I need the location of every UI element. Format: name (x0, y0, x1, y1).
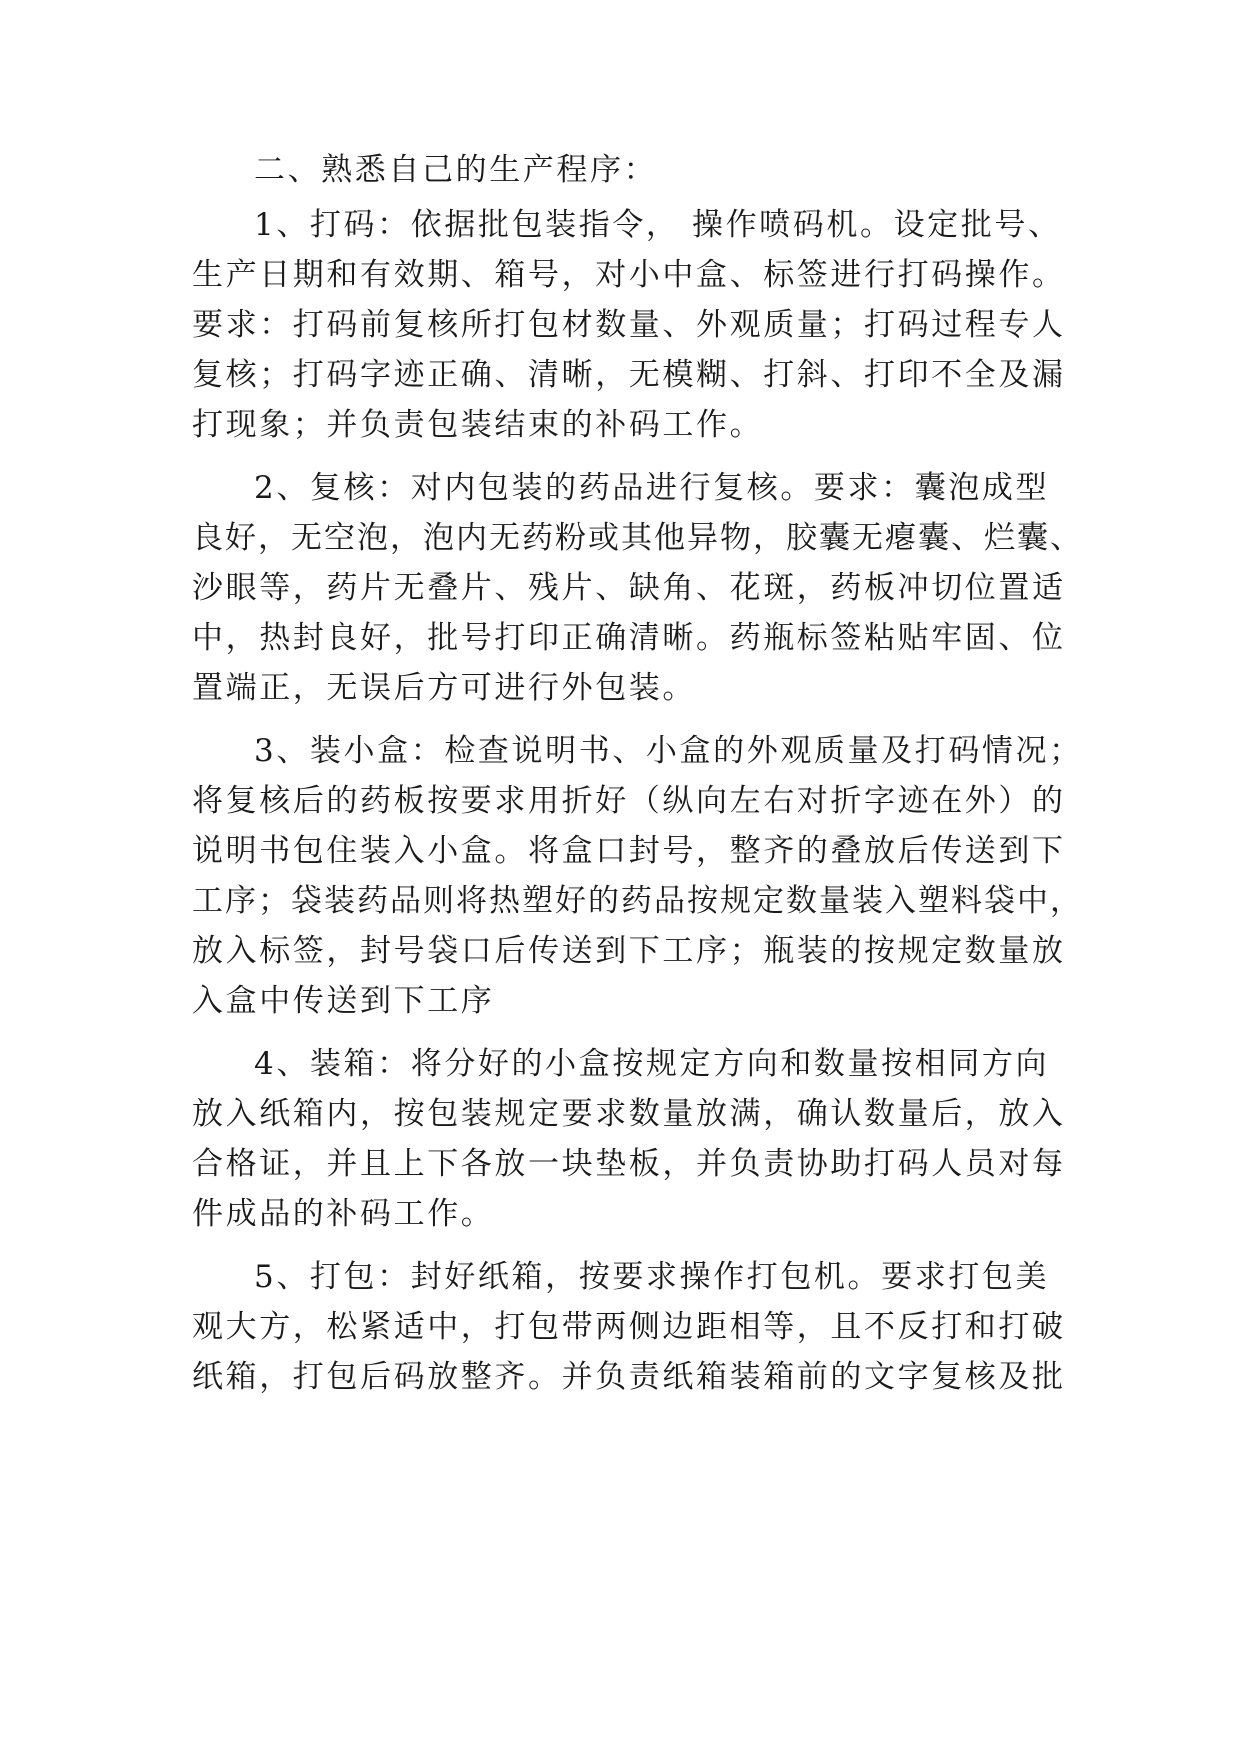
item-1-line-3: 要求：打码前复核所打包材数量、外观质量；打码过程专人 (192, 307, 1066, 343)
item-4-line-2: 放入纸箱内，按包装规定要求数量放满，确认数量后，放入 (192, 1096, 1066, 1132)
item-4-line-4: 件成品的补码工作。 (192, 1196, 495, 1232)
item-2-line-3: 沙眼等，药片无叠片、残片、缺角、花斑，药板冲切位置适 (192, 570, 1066, 606)
item-3-line-1: 3、装小盒：检查说明书、小盒的外观质量及打码情况； (254, 733, 1083, 769)
section-heading: 二、熟悉自己的生产程序： (254, 152, 658, 188)
item-5-line-1: 5、打包：封好纸箱，按要求操作打包机。要求打包美 (254, 1259, 1050, 1295)
item-3-line-6: 入盒中传送到下工序 (192, 983, 495, 1019)
item-1-line-5: 打现象；并负责包装结束的补码工作。 (192, 407, 764, 443)
item-1-line-2: 生产日期和有效期、箱号，对小中盒、标签进行打码操作。 (192, 257, 1066, 293)
item-1-line-4: 复核；打码字迹正确、清晰，无模糊、打斜、打印不全及漏 (192, 357, 1066, 393)
item-3-line-4: 工序；袋装药品则将热塑好的药品按规定数量装入塑料袋中， (192, 883, 1083, 919)
item-4-line-3: 合格证，并且上下各放一块垫板，并负责协助打码人员对每 (192, 1146, 1066, 1182)
item-4-line-1: 4、装箱：将分好的小盒按规定方向和数量按相同方向 (254, 1046, 1050, 1082)
item-3-line-2: 将复核后的药板按要求用折好（纵向左右对折字迹在外）的 (192, 783, 1066, 819)
item-2-line-5: 置端正，无误后方可进行外包装。 (192, 670, 696, 706)
item-3-line-3: 说明书包住装入小盒。将盒口封号，整齐的叠放后传送到下 (192, 833, 1066, 869)
item-2-line-2: 良好，无空泡，泡内无药粉或其他异物，胶囊无瘪囊、烂囊、 (192, 520, 1083, 556)
item-2-line-1: 2、复核：对内包装的药品进行复核。要求：囊泡成型 (254, 470, 1050, 506)
item-1-line-1: 1、打码：依据批包装指令， 操作喷码机。设定批号、 (254, 207, 1062, 243)
item-2-line-4: 中，热封良好，批号打印正确清晰。药瓶标签粘贴牢固、位 (192, 620, 1066, 656)
item-3-line-5: 放入标签，封号袋口后传送到下工序；瓶装的按规定数量放 (192, 933, 1066, 969)
item-5-line-2: 观大方，松紧适中，打包带两侧边距相等，且不反打和打破 (192, 1309, 1066, 1345)
item-5-line-3: 纸箱，打包后码放整齐。并负责纸箱装箱前的文字复核及批 (192, 1359, 1066, 1395)
